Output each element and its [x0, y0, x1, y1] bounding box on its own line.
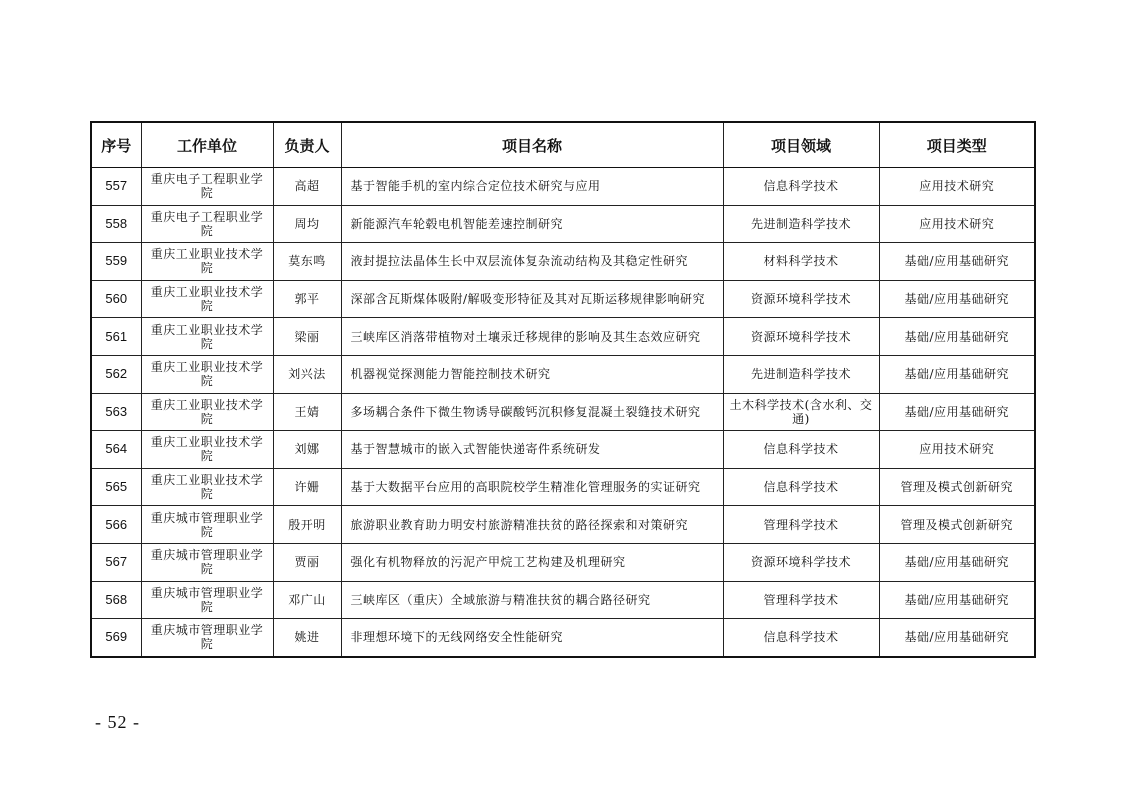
cell-project-name: 液封提拉法晶体生长中双层流体复杂流动结构及其稳定性研究: [341, 243, 723, 281]
cell-index: 564: [91, 431, 141, 469]
cell-index: 560: [91, 280, 141, 318]
cell-leader: 王婧: [273, 393, 341, 431]
cell-project-name: 机器视觉探测能力智能控制技术研究: [341, 355, 723, 393]
cell-index: 561: [91, 318, 141, 356]
page-number: - 52 -: [95, 712, 140, 732]
cell-project-type: 基础/应用基础研究: [879, 243, 1035, 281]
cell-project-field: 先进制造科学技术: [723, 355, 879, 393]
table-row: [91, 468, 1035, 506]
cell-unit: 重庆电子工程职业学院: [141, 168, 273, 206]
table-row: [91, 355, 1035, 393]
project-table-container: [90, 121, 1034, 658]
cell-leader: 刘兴法: [273, 355, 341, 393]
table-row: [91, 431, 1035, 469]
header-project-field: 项目领域: [723, 122, 879, 168]
cell-project-field: 土木科学技术(含水利、交通): [723, 393, 879, 431]
cell-unit: 重庆城市管理职业学院: [141, 581, 273, 619]
cell-unit: 重庆工业职业技术学院: [141, 280, 273, 318]
cell-unit: 重庆工业职业技术学院: [141, 243, 273, 281]
cell-project-type: 基础/应用基础研究: [879, 619, 1035, 657]
header-project-type: 项目类型: [879, 122, 1035, 168]
cell-unit: 重庆城市管理职业学院: [141, 619, 273, 657]
table-row: [91, 506, 1035, 544]
cell-project-name: 三峡库区消落带植物对土壤汞迁移规律的影响及其生态效应研究: [341, 318, 723, 356]
cell-leader: 莫东鸣: [273, 243, 341, 281]
cell-leader: 姚进: [273, 619, 341, 657]
table-row: [91, 543, 1035, 581]
project-table: [90, 121, 1036, 658]
cell-project-type: 基础/应用基础研究: [879, 543, 1035, 581]
cell-unit: 重庆工业职业技术学院: [141, 318, 273, 356]
header-project-name: 项目名称: [341, 122, 723, 168]
cell-project-name: 深部含瓦斯煤体吸附/解吸变形特征及其对瓦斯运移规律影响研究: [341, 280, 723, 318]
table-row: [91, 280, 1035, 318]
cell-project-name: 旅游职业教育助力明安村旅游精准扶贫的路径探索和对策研究: [341, 506, 723, 544]
cell-project-field: 信息科学技术: [723, 619, 879, 657]
cell-project-name: 非理想环境下的无线网络安全性能研究: [341, 619, 723, 657]
cell-project-type: 管理及模式创新研究: [879, 506, 1035, 544]
cell-project-name: 基于智慧城市的嵌入式智能快递寄件系统研发: [341, 431, 723, 469]
cell-index: 562: [91, 355, 141, 393]
table-row: [91, 619, 1035, 657]
table-header-row: [91, 122, 1035, 168]
cell-project-field: 管理科学技术: [723, 506, 879, 544]
cell-leader: 高超: [273, 168, 341, 206]
cell-index: 559: [91, 243, 141, 281]
cell-project-type: 基础/应用基础研究: [879, 355, 1035, 393]
cell-leader: 邓广山: [273, 581, 341, 619]
cell-unit: 重庆城市管理职业学院: [141, 506, 273, 544]
cell-leader: 郭平: [273, 280, 341, 318]
cell-project-name: 多场耦合条件下微生物诱导碳酸钙沉积修复混凝土裂缝技术研究: [341, 393, 723, 431]
cell-leader: 贾丽: [273, 543, 341, 581]
cell-leader: 殷开明: [273, 506, 341, 544]
table-row: [91, 205, 1035, 243]
cell-project-field: 管理科学技术: [723, 581, 879, 619]
table-body: [91, 168, 1035, 657]
cell-index: 565: [91, 468, 141, 506]
cell-project-type: 基础/应用基础研究: [879, 393, 1035, 431]
cell-index: 566: [91, 506, 141, 544]
cell-project-name: 强化有机物释放的污泥产甲烷工艺构建及机理研究: [341, 543, 723, 581]
cell-project-type: 基础/应用基础研究: [879, 280, 1035, 318]
cell-project-name: 基于智能手机的室内综合定位技术研究与应用: [341, 168, 723, 206]
cell-project-field: 材料科学技术: [723, 243, 879, 281]
cell-unit: 重庆工业职业技术学院: [141, 431, 273, 469]
cell-project-field: 信息科学技术: [723, 468, 879, 506]
table-row: [91, 243, 1035, 281]
cell-project-type: 应用技术研究: [879, 168, 1035, 206]
cell-project-type: 基础/应用基础研究: [879, 318, 1035, 356]
cell-project-type: 应用技术研究: [879, 431, 1035, 469]
cell-project-field: 资源环境科学技术: [723, 318, 879, 356]
cell-unit: 重庆工业职业技术学院: [141, 468, 273, 506]
cell-unit: 重庆工业职业技术学院: [141, 393, 273, 431]
cell-unit: 重庆工业职业技术学院: [141, 355, 273, 393]
header-unit: 工作单位: [141, 122, 273, 168]
table-row: [91, 393, 1035, 431]
cell-project-type: 基础/应用基础研究: [879, 581, 1035, 619]
cell-project-type: 应用技术研究: [879, 205, 1035, 243]
cell-index: 569: [91, 619, 141, 657]
cell-project-type: 管理及模式创新研究: [879, 468, 1035, 506]
header-index: 序号: [91, 122, 141, 168]
cell-project-field: 先进制造科学技术: [723, 205, 879, 243]
cell-unit: 重庆城市管理职业学院: [141, 543, 273, 581]
cell-index: 563: [91, 393, 141, 431]
table-row: [91, 581, 1035, 619]
table-row: [91, 318, 1035, 356]
cell-index: 568: [91, 581, 141, 619]
cell-project-name: 新能源汽车轮毂电机智能差速控制研究: [341, 205, 723, 243]
cell-project-name: 三峡库区（重庆）全域旅游与精准扶贫的耦合路径研究: [341, 581, 723, 619]
table-row: [91, 168, 1035, 206]
cell-index: 557: [91, 168, 141, 206]
cell-leader: 梁丽: [273, 318, 341, 356]
cell-unit: 重庆电子工程职业学院: [141, 205, 273, 243]
cell-project-field: 资源环境科学技术: [723, 543, 879, 581]
cell-project-field: 信息科学技术: [723, 431, 879, 469]
cell-project-field: 资源环境科学技术: [723, 280, 879, 318]
cell-leader: 许姗: [273, 468, 341, 506]
header-leader: 负责人: [273, 122, 341, 168]
cell-index: 558: [91, 205, 141, 243]
cell-leader: 周均: [273, 205, 341, 243]
cell-leader: 刘娜: [273, 431, 341, 469]
cell-project-name: 基于大数据平台应用的高职院校学生精准化管理服务的实证研究: [341, 468, 723, 506]
cell-project-field: 信息科学技术: [723, 168, 879, 206]
cell-index: 567: [91, 543, 141, 581]
